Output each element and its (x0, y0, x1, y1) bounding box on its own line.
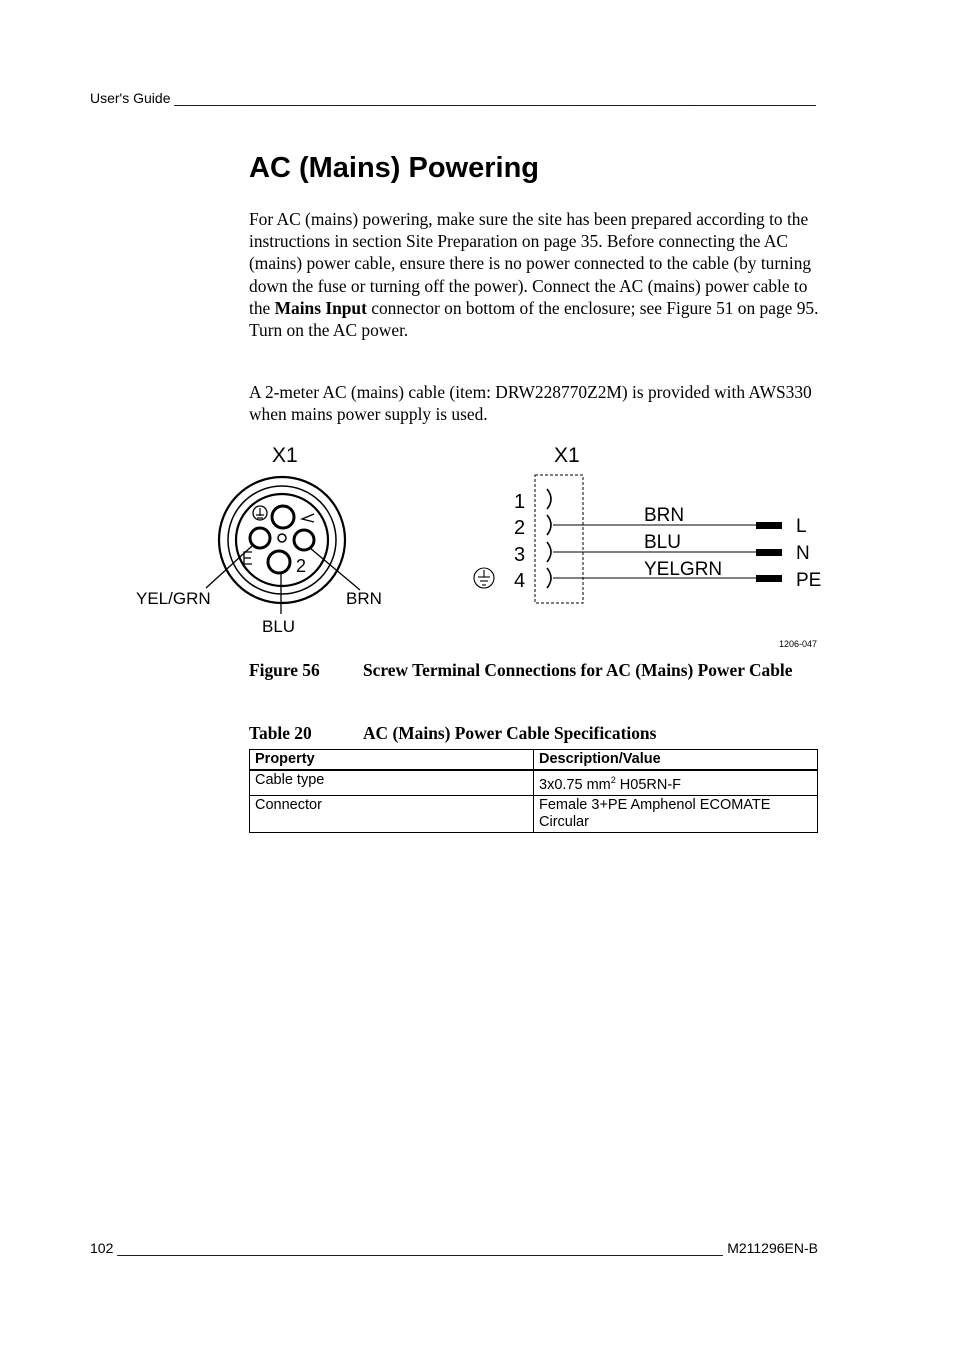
wire-yelgrn: YELGRN (644, 559, 723, 580)
cell-value: Female 3+PE Amphenol ECOMATE Circular (534, 795, 818, 832)
cable-paragraph: A 2-meter AC (mains) cable (item: DRW228770Z2M) is provided with AWS330 when mains power supply is used. (249, 382, 812, 425)
table-row (250, 795, 818, 832)
wire-blu: BLU (644, 532, 681, 553)
section-heading: AC (Mains) Powering (249, 152, 540, 184)
terminal-2: 2 (514, 517, 526, 539)
header-description: Description/Value (534, 750, 818, 771)
header-title: User's Guide (90, 90, 171, 106)
cell-property: Cable type (250, 770, 534, 795)
intro-text-after: connector on bottom of the enclosure; see Figure 51 on page 95. Turn on the AC power. (249, 297, 819, 341)
value-superscript: 2 (610, 775, 616, 785)
label-brn: BRN (346, 589, 382, 608)
left-x1-title: X1 (272, 444, 298, 467)
value-prefix: 3x0.75 mm (539, 776, 611, 793)
terminal-4: 4 (514, 570, 526, 592)
right-x1-title: X1 (554, 444, 580, 467)
terminal-screws (547, 489, 551, 588)
table-caption-text: AC (Mains) Power Cable Specifications (363, 723, 657, 743)
figure-number: Figure 56 (249, 660, 320, 680)
spec-table (249, 749, 818, 833)
terminal-block (535, 475, 583, 603)
value-suffix: H05RN-F (615, 776, 682, 793)
footer-rule (117, 1240, 723, 1256)
page-number: 102 (90, 1240, 114, 1256)
table-header-row (250, 750, 818, 771)
header-property: Property (250, 750, 534, 771)
wire-ends (756, 522, 782, 582)
mains-input-bold: Mains Input (274, 297, 367, 318)
connector-face (219, 477, 345, 603)
ground-icon (474, 568, 494, 588)
doc-code: M211296EN-B (727, 1240, 818, 1256)
intro-text-before: For AC (mains) powering, make sure the site has been prepared according to the instructions in section Site Preparation on page 35. Before connecting the AC (mains) power cable, ensure there is no power connected to the cable (by turning down the fuse or turning off the power). Connect the AC (mains) power cable to the (249, 209, 812, 318)
line-n: N (796, 543, 810, 564)
figure-code: 1206-047 (778, 639, 817, 649)
header-rule (174, 90, 816, 106)
intro-paragraph (249, 208, 819, 341)
wire-brn: BRN (644, 505, 685, 526)
terminal-1: 1 (514, 491, 526, 513)
figure-caption (249, 659, 819, 705)
table-caption (249, 722, 819, 746)
page-footer (90, 1240, 818, 1256)
table-row (250, 770, 818, 795)
label-yel-grn: YEL/GRN (136, 589, 211, 608)
table-number: Table 20 (249, 723, 312, 743)
line-pe: PE (796, 570, 822, 591)
line-l: L (796, 516, 807, 537)
figure-caption-text: Screw Terminal Connections for AC (Mains) Power Cable (363, 660, 793, 680)
pin-label-2: 2 (296, 556, 307, 576)
cell-value (534, 770, 818, 795)
terminal-3: 3 (514, 544, 526, 566)
cell-property: Connector (250, 795, 534, 832)
label-blu: BLU (262, 617, 296, 636)
wiring-figure (134, 438, 824, 650)
page-header (90, 90, 816, 106)
